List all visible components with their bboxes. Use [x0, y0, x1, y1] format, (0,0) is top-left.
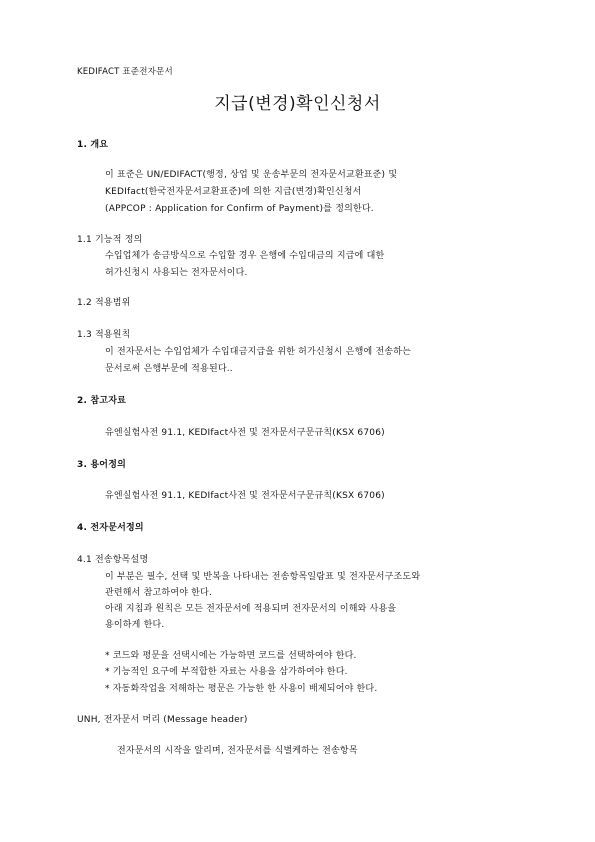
paragraph-line: 관련해서 참고하여야 한다.	[105, 588, 213, 598]
paragraph-line: 용이하게 한다.	[105, 620, 165, 630]
paragraph-line: 아래 지침과 원칙은 모든 전자문서에 적용되며 전자문서의 이해와 사용을	[105, 604, 397, 614]
paragraph-line: (APPCOP : Application for Confirm of Payment)를 정의한다.	[105, 204, 374, 214]
subsection-heading: 1.3 적용원칙	[77, 330, 131, 340]
section-heading: 4. 전자문서정의	[77, 523, 144, 533]
paragraph-line: 전자문서의 시작을 알리며, 전자문서를 식별케하는 전송항목	[117, 746, 358, 756]
paragraph-line: 유엔실험사전 91.1, KEDIfact사전 및 전자문서구문규칙(KSX 6706)	[105, 428, 385, 438]
paragraph-line: 이 부분은 필수, 선택 및 반복을 나타내는 전송항목일람표 및 전자문서구조도와	[105, 572, 421, 582]
subsection-heading: 1.1 기능적 정의	[77, 235, 143, 245]
section-heading: 1. 개요	[77, 140, 109, 150]
bullet-item: * 기능적인 요구에 부적합한 자료는 사용을 삼가하여야 한다.	[105, 667, 348, 677]
document-title: 지급(변경)확인신청서	[214, 94, 381, 114]
paragraph-line: 문서로써 은행부문에 적용된다..	[105, 364, 233, 374]
segment-heading: UNH, 전자문서 머리 (Message header)	[77, 715, 248, 725]
paragraph-line: 이 전자문서는 수입업체가 수입대금지급을 위한 허가신청시 은행에 전송하는	[105, 347, 412, 357]
paragraph-line: 수입업체가 송금방식으로 수입할 경우 은행에 수입대금의 지급에 대한	[105, 251, 385, 261]
paragraph-line: 유엔실험사전 91.1, KEDIfact사전 및 전자문서구문규칙(KSX 6706)	[105, 491, 385, 501]
paragraph-line: 이 표준은 UN/EDIFACT(행정, 상업 및 운송부문의 전자문서교환표준) 및	[105, 170, 398, 180]
bullet-item: * 자동화작업을 저해하는 평문은 가능한 한 사용이 배제되어야 한다.	[105, 684, 378, 694]
subsection-heading: 1.2 적용범위	[77, 298, 131, 308]
paragraph-line: 허가신청시 사용되는 전자문서이다.	[105, 268, 248, 278]
paragraph-line: KEDIfact(한국전자문서교환표준)에 의한 지급(변경)확인신청서	[105, 187, 362, 197]
bullet-item: * 코드와 평문을 선택시에는 가능하면 코드를 선택하여야 한다.	[105, 651, 357, 661]
document-header: KEDIFACT 표준전자문서	[77, 67, 173, 77]
section-heading: 3. 용어정의	[77, 460, 126, 470]
subsection-heading: 4.1 전송항목설명	[77, 555, 149, 565]
section-heading: 2. 참고자료	[77, 396, 126, 406]
